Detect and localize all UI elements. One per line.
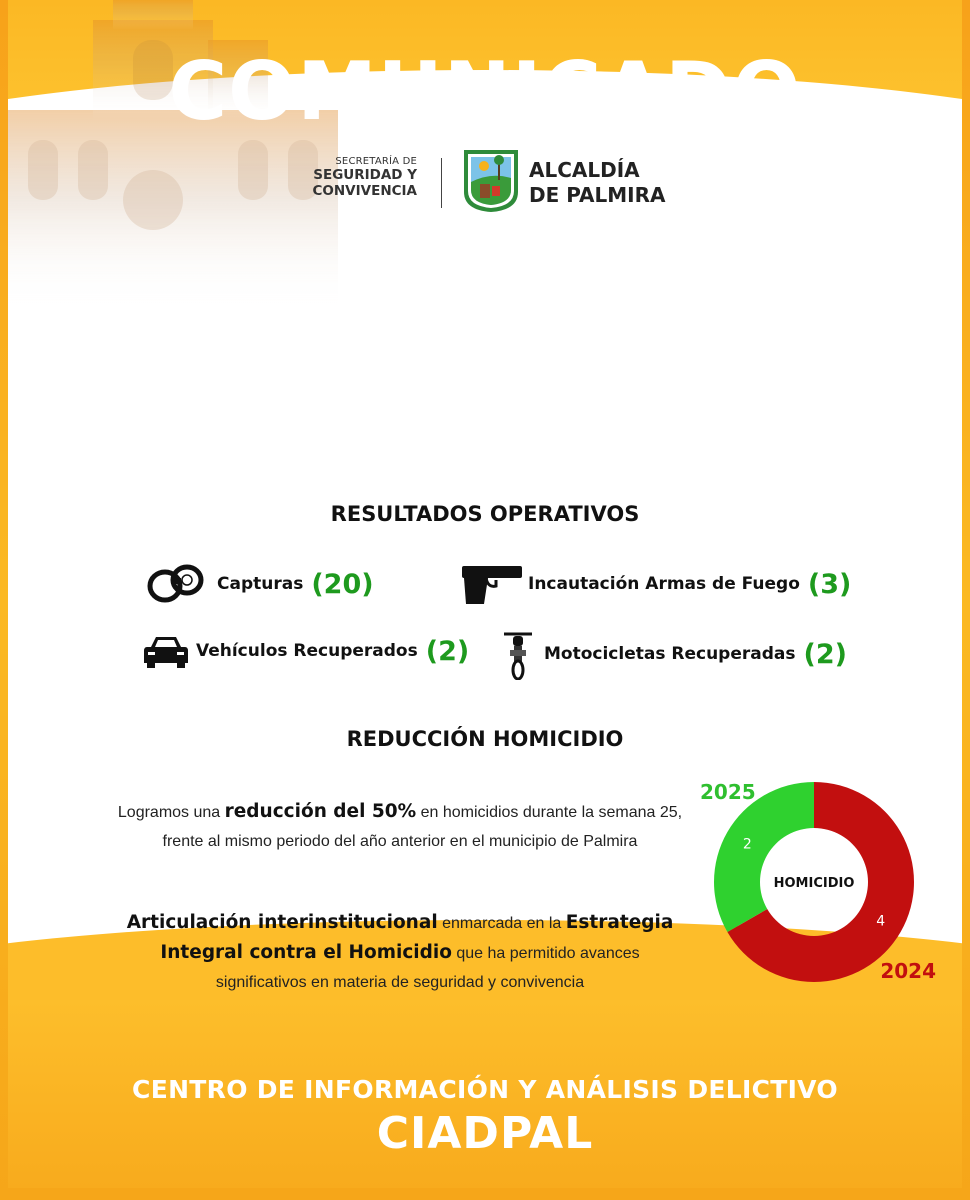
stat-motocicletas (500, 628, 847, 680)
alcaldia-line1: ALCALDÍA (529, 158, 640, 182)
p1-pre: Logramos una (117, 804, 225, 821)
motocicletas-value: (2) (803, 638, 847, 670)
capturas-value: (20) (311, 568, 374, 600)
donut-slice-2025 (714, 782, 814, 932)
stat-capturas (145, 562, 374, 606)
secretaria-logo (305, 156, 417, 199)
secretaria-line2: CONVIVENCIA (312, 183, 417, 199)
motocicletas-label: Motocicletas Recuperadas (544, 644, 796, 664)
secretaria-line1: SEGURIDAD Y (313, 167, 417, 183)
car-icon (143, 633, 189, 669)
donut-legend-2025: 2025 (700, 780, 756, 804)
homicidio-donut-chart (700, 775, 950, 990)
reduccion-paragraph-1 (115, 797, 685, 856)
footer-line-2: CIADPAL (376, 1108, 594, 1159)
alcaldia-logo-text (529, 158, 666, 208)
p2-bold-2: Estrategia Integral contra el Homicidio (160, 912, 674, 963)
resultados-title: RESULTADOS OPERATIVOS (330, 502, 640, 526)
page-title: COMUNICADO (168, 45, 802, 138)
p2-mid-1: enmarcada en la (437, 915, 566, 932)
armas-value: (3) (807, 568, 852, 600)
p1-post: en homicidios durante la semana 25, frente al mismo periodo del año anterior en el municipio de Palmira (162, 804, 683, 850)
logo-divider (441, 158, 442, 208)
reduccion-paragraph-2 (115, 908, 685, 997)
footer-line-1: CENTRO DE INFORMACIÓN Y ANÁLISIS DELICTIVO (132, 1075, 838, 1104)
p2-bold-1: Articulación interinstitucional (126, 912, 438, 933)
donut-center-title: HOMICIDIO (773, 876, 855, 891)
stat-armas (458, 564, 851, 604)
donut-value-label-2024: 4 (876, 913, 886, 930)
stat-vehiculos (143, 633, 469, 669)
armas-label: Incautación Armas de Fuego (528, 574, 800, 594)
handcuffs-icon (145, 562, 207, 606)
donut-value-label-2025: 2 (742, 836, 752, 853)
p2-post: que ha permitido avances significativos en materia de seguridad y convivencia (215, 945, 640, 991)
vehiculos-value: (2) (425, 635, 470, 667)
vehiculos-label: Vehículos Recuperados (196, 641, 418, 661)
donut-legend-2024: 2024 (880, 959, 936, 983)
capturas-label: Capturas (217, 574, 304, 594)
pistol-icon (458, 564, 524, 604)
motorcycle-icon (500, 628, 536, 680)
reduccion-title: REDUCCIÓN HOMICIDIO (346, 727, 624, 751)
palmira-shield-icon (462, 148, 520, 214)
p1-bold: reducción del 50% (224, 801, 417, 822)
alcaldia-line2: DE PALMIRA (529, 183, 666, 207)
secretaria-small-text: SECRETARÍA DE (335, 156, 417, 167)
